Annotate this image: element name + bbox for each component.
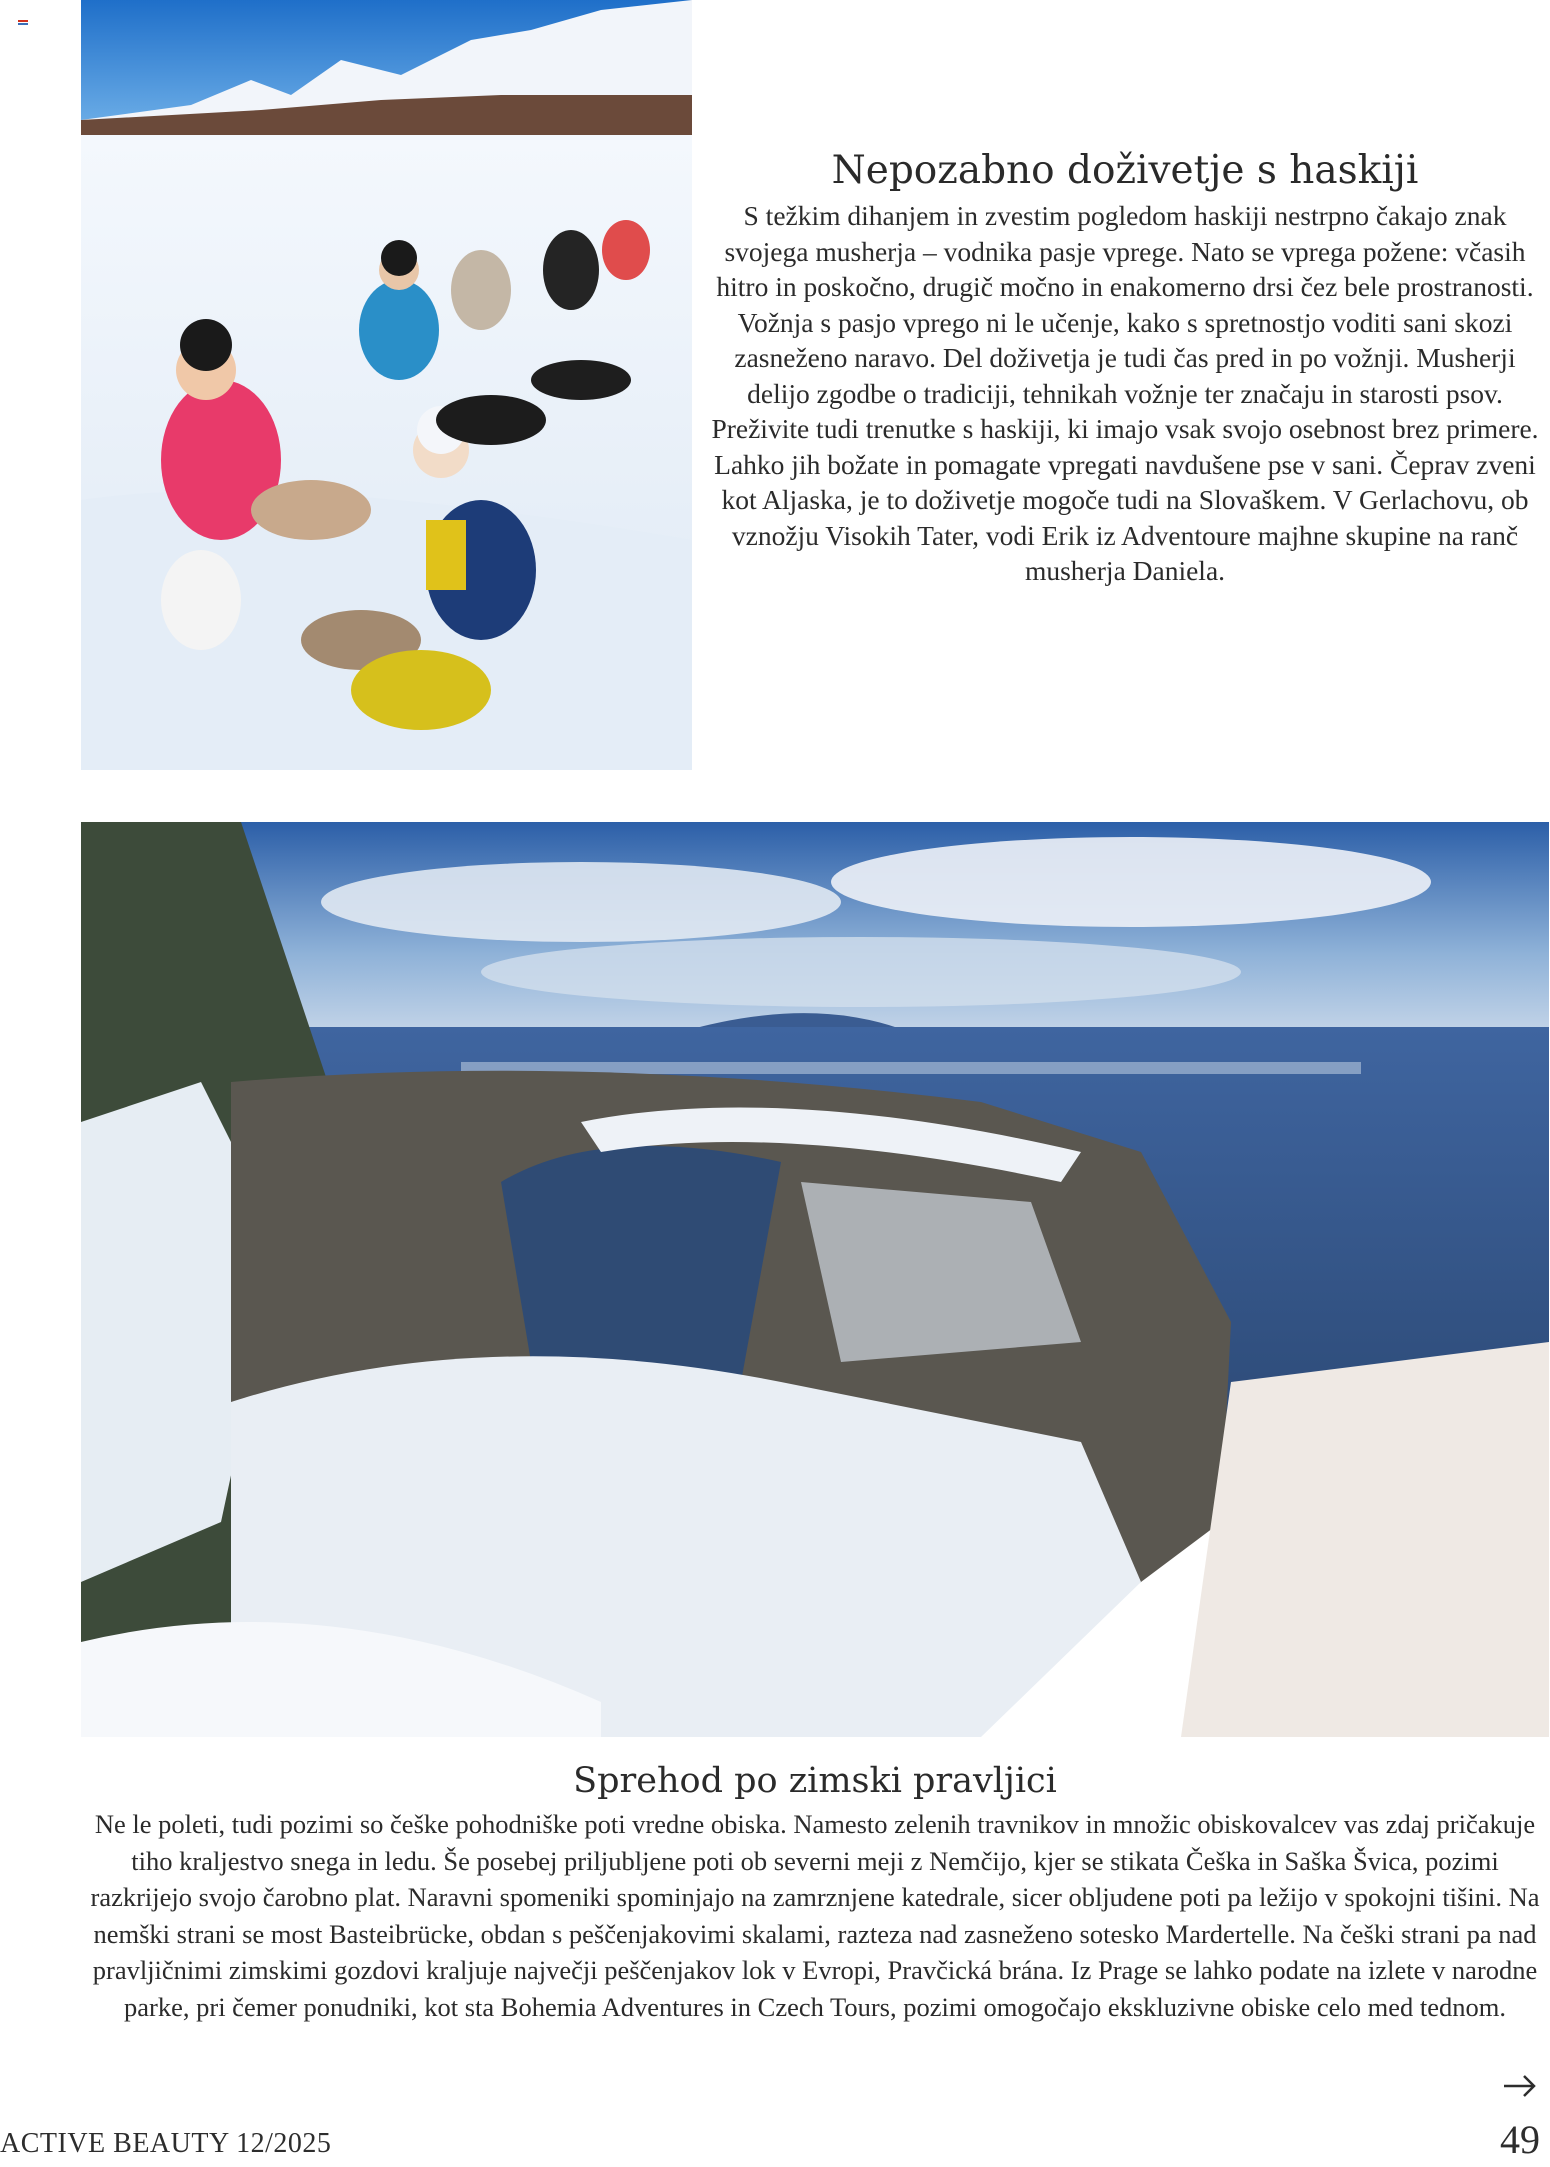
magazine-issue: ACTIVE BEAUTY 12/2025 [0,2128,332,2159]
article-winter-walk [81,1758,1549,2025]
article-body: Ne le poleti, tudi pozimi so češke pohodniške poti vredne obiska. Namesto zelenih travnikov in množic obiskovalcev vas zdaj pričakuje tiho kraljestvo snega in ledu. Še posebej priljubljene poti ob severni meji z Nemčijo, kjer se stikata Češka in Saška Švica, pozimi razkrijejo svojo čarobno plat. Naravni spomeniki spominjajo na zamrznjene katedrale, sicer obljudene poti pa ležijo v spokojni tišini. Na nemški strani se most Basteibrücke, obdan s peščenjakovimi skalami, razteza nad zasneženo sotesko Mardertelle. Na češki strani pa nad pravljičnimi zimskimi gozdovi kraljuje največji peščenjakov lok v Evropi, Pravčická brána. Iz Prage se lahko podate na izlete v narodne parke, pri čemer ponudniki, kot sta Bohemia Adventures in Czech Tours, pozimi omogočajo ekskluzivne obiske celo med tednom. [90,1809,1540,2022]
page-number: 49 [1500,2117,1540,2162]
photo-sandstone-arch [81,822,1549,1737]
article-title: Nepozabno doživetje s haskiji [831,148,1419,193]
flag-icon [18,20,28,27]
article-title: Sprehod po zimski pravljici [573,1761,1057,1801]
photo-family-with-huskies [81,0,692,770]
article-huskies [700,146,1550,589]
arrow-right-icon[interactable] [1500,2068,1540,2104]
article-body: S težkim dihanjem in zvestim pogledom haskiji nestrpno čakajo znak svojega musherja – vodnika pasje vprege. Nato se vprega požene: včasih hitro in poskočno, drugič močno in enakomerno drsi čez bele prostranosti. Vožnja s pasjo vprego ni le učenje, kako s spretnostjo voditi sani skozi zasneženo naravo. Del doživetja je tudi čas pred in po vožnji. Musherji delijo zgodbe o tradiciji, tehnikah vožnje ter značaju in starosti psov. Preživite tudi trenutke s haskiji, ki imajo vsak svojo osebnost brez primere. Lahko jih božate in pomagate vpregati navdušene pse v sani. Čeprav zveni kot Aljaska, je to doživetje mogoče tudi na Slovaškem. V Gerlachovu, ob vznožju Visokih Tater, vodi Erik iz Adventoure majhne skupine na ranč musherja Daniela. [711,200,1539,586]
